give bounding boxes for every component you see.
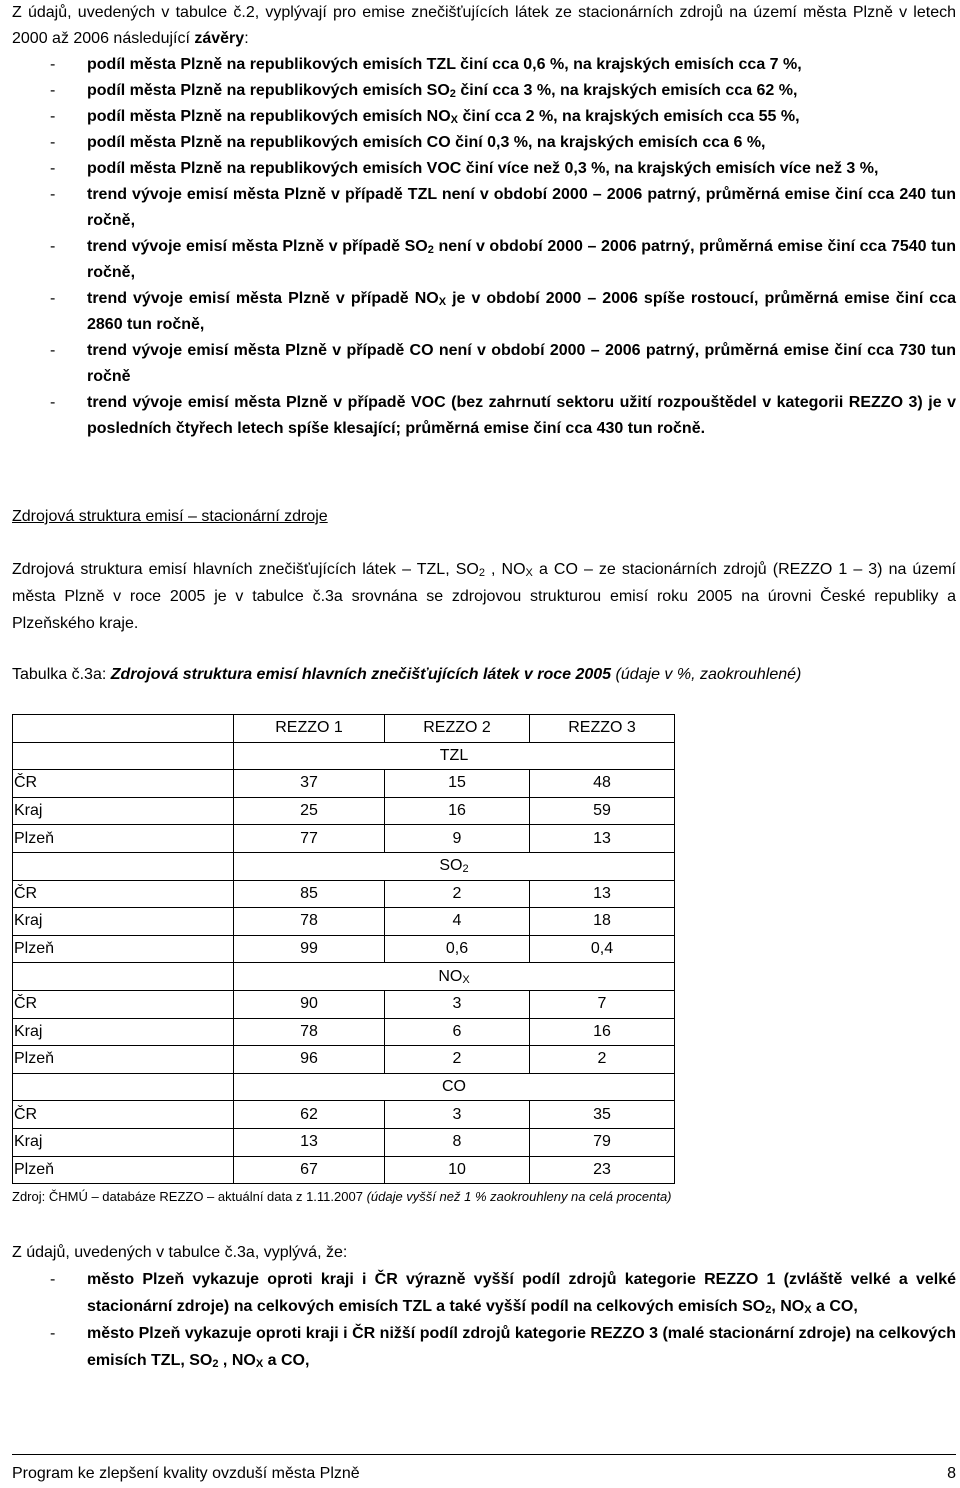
para2-sub-1: 2 bbox=[478, 567, 485, 579]
finding-item bbox=[12, 52, 956, 78]
value-cell: 0,4 bbox=[530, 935, 675, 963]
table-row bbox=[13, 1101, 675, 1129]
finding-text-cont: činí cca 2 %, na krajských emisích cca 55 %, bbox=[458, 108, 800, 125]
pollutant-label: TZL bbox=[439, 746, 469, 764]
row-label: Plzeň bbox=[13, 825, 234, 853]
conclusion-text: a CO, bbox=[263, 1352, 310, 1369]
source-text: Zdroj: ČHMÚ – databáze REZZO – aktuální data z 1.11.2007 bbox=[12, 1189, 367, 1204]
bullet-dash: - bbox=[50, 238, 56, 255]
finding-item bbox=[12, 234, 956, 286]
bullet-dash: - bbox=[50, 134, 56, 151]
finding-item bbox=[12, 104, 956, 130]
value-cell: 13 bbox=[530, 825, 675, 853]
table-row bbox=[13, 990, 675, 1018]
value-cell: 2 bbox=[530, 1046, 675, 1074]
emission-structure-table bbox=[12, 714, 675, 1184]
intro-colon: : bbox=[244, 30, 249, 47]
finding-item bbox=[12, 78, 956, 104]
page-footer bbox=[12, 1462, 956, 1486]
finding-text: trend vývoje emisí města Plzně v případě NO bbox=[87, 290, 439, 307]
row-label: Kraj bbox=[13, 908, 234, 936]
finding-text: podíl města Plzně na republikových emisích NO bbox=[87, 108, 451, 125]
column-header: REZZO 2 bbox=[385, 715, 530, 743]
finding-subscript: 2 bbox=[449, 88, 456, 100]
section-heading bbox=[12, 504, 956, 530]
findings-list bbox=[12, 52, 956, 442]
row-label: Kraj bbox=[13, 1128, 234, 1156]
finding-item bbox=[12, 338, 956, 390]
table-source-note bbox=[12, 1187, 956, 1207]
bullet-dash: - bbox=[50, 290, 56, 307]
bullet-dash: - bbox=[50, 342, 56, 359]
intro-bold: závěry bbox=[194, 30, 245, 47]
value-cell: 16 bbox=[385, 797, 530, 825]
conclusion-list bbox=[12, 1266, 956, 1374]
table-row bbox=[13, 1046, 675, 1074]
finding-item bbox=[12, 286, 956, 338]
table-row bbox=[13, 1156, 675, 1184]
finding-text: podíl města Plzně na republikových emisích CO činí 0,3 %, na krajských emisích cca 6 %, bbox=[87, 134, 766, 151]
value-cell: 59 bbox=[530, 797, 675, 825]
bullet-dash: - bbox=[50, 108, 56, 125]
pollutant-group-row bbox=[13, 1073, 675, 1101]
finding-text-cont: činí cca 3 %, na krajských emisích cca 62 %, bbox=[455, 82, 798, 99]
finding-subscript: X bbox=[450, 114, 458, 126]
pollutant-group-row bbox=[13, 963, 675, 991]
pollutant-label: CO bbox=[442, 1078, 466, 1096]
finding-text: trend vývoje emisí města Plzně v případě SO bbox=[87, 238, 428, 255]
finding-item bbox=[12, 130, 956, 156]
column-header: REZZO 1 bbox=[234, 715, 385, 743]
conclusion-text: a CO, bbox=[811, 1298, 858, 1315]
pollutant-subscript: X bbox=[462, 973, 470, 986]
value-cell: 2 bbox=[385, 1046, 530, 1074]
value-cell: 77 bbox=[234, 825, 385, 853]
value-cell: 96 bbox=[234, 1046, 385, 1074]
para2-text-a: Zdrojová struktura emisí hlavních znečišťujících látek – TZL, SO bbox=[12, 561, 479, 578]
header-empty-cell bbox=[13, 715, 234, 743]
value-cell: 8 bbox=[385, 1128, 530, 1156]
intro-paragraph bbox=[12, 0, 956, 52]
group-empty-cell bbox=[13, 963, 234, 991]
finding-text: trend vývoje emisí města Plzně v případě VOC (bez zahrnutí sektoru užití rozpouštědel v kategorii REZZO 3) je v posledních čtyřech letech spíše klesající; průměrná emise činí cca 430 tun ročně. bbox=[87, 394, 956, 437]
conclusion-text: město Plzeň vykazuje oproti kraji i ČR výrazně vyšší podíl zdrojů kategorie REZZO 1 (zvláště velké a velké stacionární zdroje) na celkových emisích TZL a také vyšší podíl na celkových emisích SO bbox=[87, 1271, 956, 1315]
table-row bbox=[13, 880, 675, 908]
structure-paragraph bbox=[12, 556, 956, 637]
table-row bbox=[13, 935, 675, 963]
conclusion-subscript: X bbox=[804, 1304, 812, 1316]
finding-text-cont: je v období 2000 – 2006 spíše rostoucí, průměrná emise činí cca 2860 tun ročně, bbox=[87, 290, 956, 333]
value-cell: 25 bbox=[234, 797, 385, 825]
finding-text: podíl města Plzně na republikových emisích VOC činí více než 0,3 %, na krajských emisích více než 3 %, bbox=[87, 160, 879, 177]
value-cell: 48 bbox=[530, 770, 675, 798]
row-label: ČR bbox=[13, 990, 234, 1018]
finding-text-cont: není v období 2000 – 2006 patrný, průměrná emise činí cca 7540 tun ročně, bbox=[87, 238, 956, 281]
row-label: Kraj bbox=[13, 797, 234, 825]
value-cell: 78 bbox=[234, 908, 385, 936]
conclusion-subscript: X bbox=[255, 1358, 264, 1370]
pollutant-subscript: 2 bbox=[462, 863, 469, 876]
finding-subscript: 2 bbox=[427, 244, 434, 256]
value-cell: 7 bbox=[530, 990, 675, 1018]
page-number: 8 bbox=[947, 1465, 956, 1482]
table-row bbox=[13, 1018, 675, 1046]
column-header: REZZO 3 bbox=[530, 715, 675, 743]
finding-subscript: X bbox=[438, 296, 447, 308]
table-row bbox=[13, 908, 675, 936]
para2-text-b: , NO bbox=[484, 561, 526, 578]
bullet-dash: - bbox=[50, 186, 56, 203]
value-cell: 15 bbox=[385, 770, 530, 798]
value-cell: 90 bbox=[234, 990, 385, 1018]
row-label: Plzeň bbox=[13, 935, 234, 963]
intro-text: Z údajů, uvedených v tabulce č.2, vyplývají pro emise znečišťujících látek ze stacionárních zdrojů na území města Plzně v letech 2000 až 2006 následující bbox=[12, 4, 956, 47]
footer-title: Program ke zlepšení kvality ovzduší města Plzně bbox=[12, 1465, 360, 1482]
caption-note: (údaje v %, zaokrouhlené) bbox=[611, 666, 802, 683]
row-label: ČR bbox=[13, 880, 234, 908]
bullet-dash: - bbox=[50, 56, 56, 73]
conclusion-item bbox=[12, 1266, 956, 1320]
finding-item bbox=[12, 390, 956, 442]
table-row bbox=[13, 825, 675, 853]
conclusion-item bbox=[12, 1320, 956, 1374]
value-cell: 13 bbox=[530, 880, 675, 908]
finding-item bbox=[12, 156, 956, 182]
value-cell: 78 bbox=[234, 1018, 385, 1046]
value-cell: 35 bbox=[530, 1101, 675, 1129]
value-cell: 37 bbox=[234, 770, 385, 798]
row-label: ČR bbox=[13, 770, 234, 798]
finding-text: podíl města Plzně na republikových emisích TZL činí cca 0,6 %, na krajských emisích cca 7 %, bbox=[87, 56, 802, 73]
pollutant-name bbox=[234, 852, 675, 880]
para2-sub-2: X bbox=[525, 567, 533, 579]
pollutant-name bbox=[234, 963, 675, 991]
conclusion-subscript: 2 bbox=[212, 1358, 219, 1370]
value-cell: 16 bbox=[530, 1018, 675, 1046]
pollutant-name bbox=[234, 742, 675, 770]
pollutant-group-row bbox=[13, 852, 675, 880]
section-heading-text: Zdrojová struktura emisí – stacionární zdroje bbox=[12, 508, 328, 525]
para2-text-c: a CO – ze stacionárních zdrojů (REZZO 1 – 3) na území města Plzně v roce 2005 je v tabulce č.3a srovnána se zdrojovou strukturou emisí roku 2005 na úrovni České republiky a Plzeňského kraje. bbox=[12, 561, 956, 632]
value-cell: 13 bbox=[234, 1128, 385, 1156]
value-cell: 10 bbox=[385, 1156, 530, 1184]
value-cell: 67 bbox=[234, 1156, 385, 1184]
bullet-dash: - bbox=[50, 394, 56, 411]
bullet-dash: - bbox=[50, 1271, 56, 1288]
value-cell: 2 bbox=[385, 880, 530, 908]
caption-title: Zdrojová struktura emisí hlavních znečišťujících látek v roce 2005 bbox=[110, 666, 612, 683]
group-empty-cell bbox=[13, 742, 234, 770]
row-label: Plzeň bbox=[13, 1046, 234, 1074]
conclusion-subscript: 2 bbox=[765, 1304, 772, 1316]
value-cell: 99 bbox=[234, 935, 385, 963]
table-header-row bbox=[13, 715, 675, 743]
value-cell: 23 bbox=[530, 1156, 675, 1184]
value-cell: 3 bbox=[385, 1101, 530, 1129]
source-note: (údaje vyšší než 1 % zaokrouhleny na celá procenta) bbox=[366, 1189, 672, 1204]
group-empty-cell bbox=[13, 852, 234, 880]
pollutant-label: SO bbox=[439, 857, 463, 875]
value-cell: 62 bbox=[234, 1101, 385, 1129]
table-row bbox=[13, 1128, 675, 1156]
finding-text: podíl města Plzně na republikových emisích SO bbox=[87, 82, 450, 99]
row-label: Kraj bbox=[13, 1018, 234, 1046]
value-cell: 9 bbox=[385, 825, 530, 853]
row-label: Plzeň bbox=[13, 1156, 234, 1184]
value-cell: 79 bbox=[530, 1128, 675, 1156]
value-cell: 6 bbox=[385, 1018, 530, 1046]
group-empty-cell bbox=[13, 1073, 234, 1101]
conclusion-text: město Plzeň vykazuje oproti kraji i ČR nižší podíl zdrojů kategorie REZZO 3 (malé stacionární zdroje) na celkových emisích TZL, SO bbox=[87, 1325, 956, 1369]
conclusion-intro: Z údajů, uvedených v tabulce č.3a, vyplývá, že: bbox=[12, 1244, 348, 1261]
finding-item bbox=[12, 182, 956, 234]
row-label: ČR bbox=[13, 1101, 234, 1129]
value-cell: 18 bbox=[530, 908, 675, 936]
value-cell: 0,6 bbox=[385, 935, 530, 963]
bullet-dash: - bbox=[50, 82, 56, 99]
bullet-dash: - bbox=[50, 1325, 56, 1342]
footer-rule bbox=[12, 1454, 956, 1455]
table-caption bbox=[12, 662, 956, 688]
finding-text: trend vývoje emisí města Plzně v případě CO není v období 2000 – 2006 patrný, průměrná emise činí cca 730 tun ročně bbox=[87, 342, 956, 385]
value-cell: 3 bbox=[385, 990, 530, 1018]
pollutant-group-row bbox=[13, 742, 675, 770]
table-row bbox=[13, 797, 675, 825]
pollutant-label: NO bbox=[438, 967, 463, 985]
bullet-dash: - bbox=[50, 160, 56, 177]
finding-text: trend vývoje emisí města Plzně v případě TZL není v období 2000 – 2006 patrný, průměrná emise činí cca 240 tun ročně, bbox=[87, 186, 956, 229]
conclusion-text: , NO bbox=[771, 1298, 805, 1315]
value-cell: 4 bbox=[385, 908, 530, 936]
pollutant-name bbox=[234, 1073, 675, 1101]
table-row bbox=[13, 770, 675, 798]
value-cell: 85 bbox=[234, 880, 385, 908]
conclusion-text: , NO bbox=[218, 1352, 256, 1369]
caption-label: Tabulka č.3a: bbox=[12, 666, 111, 683]
